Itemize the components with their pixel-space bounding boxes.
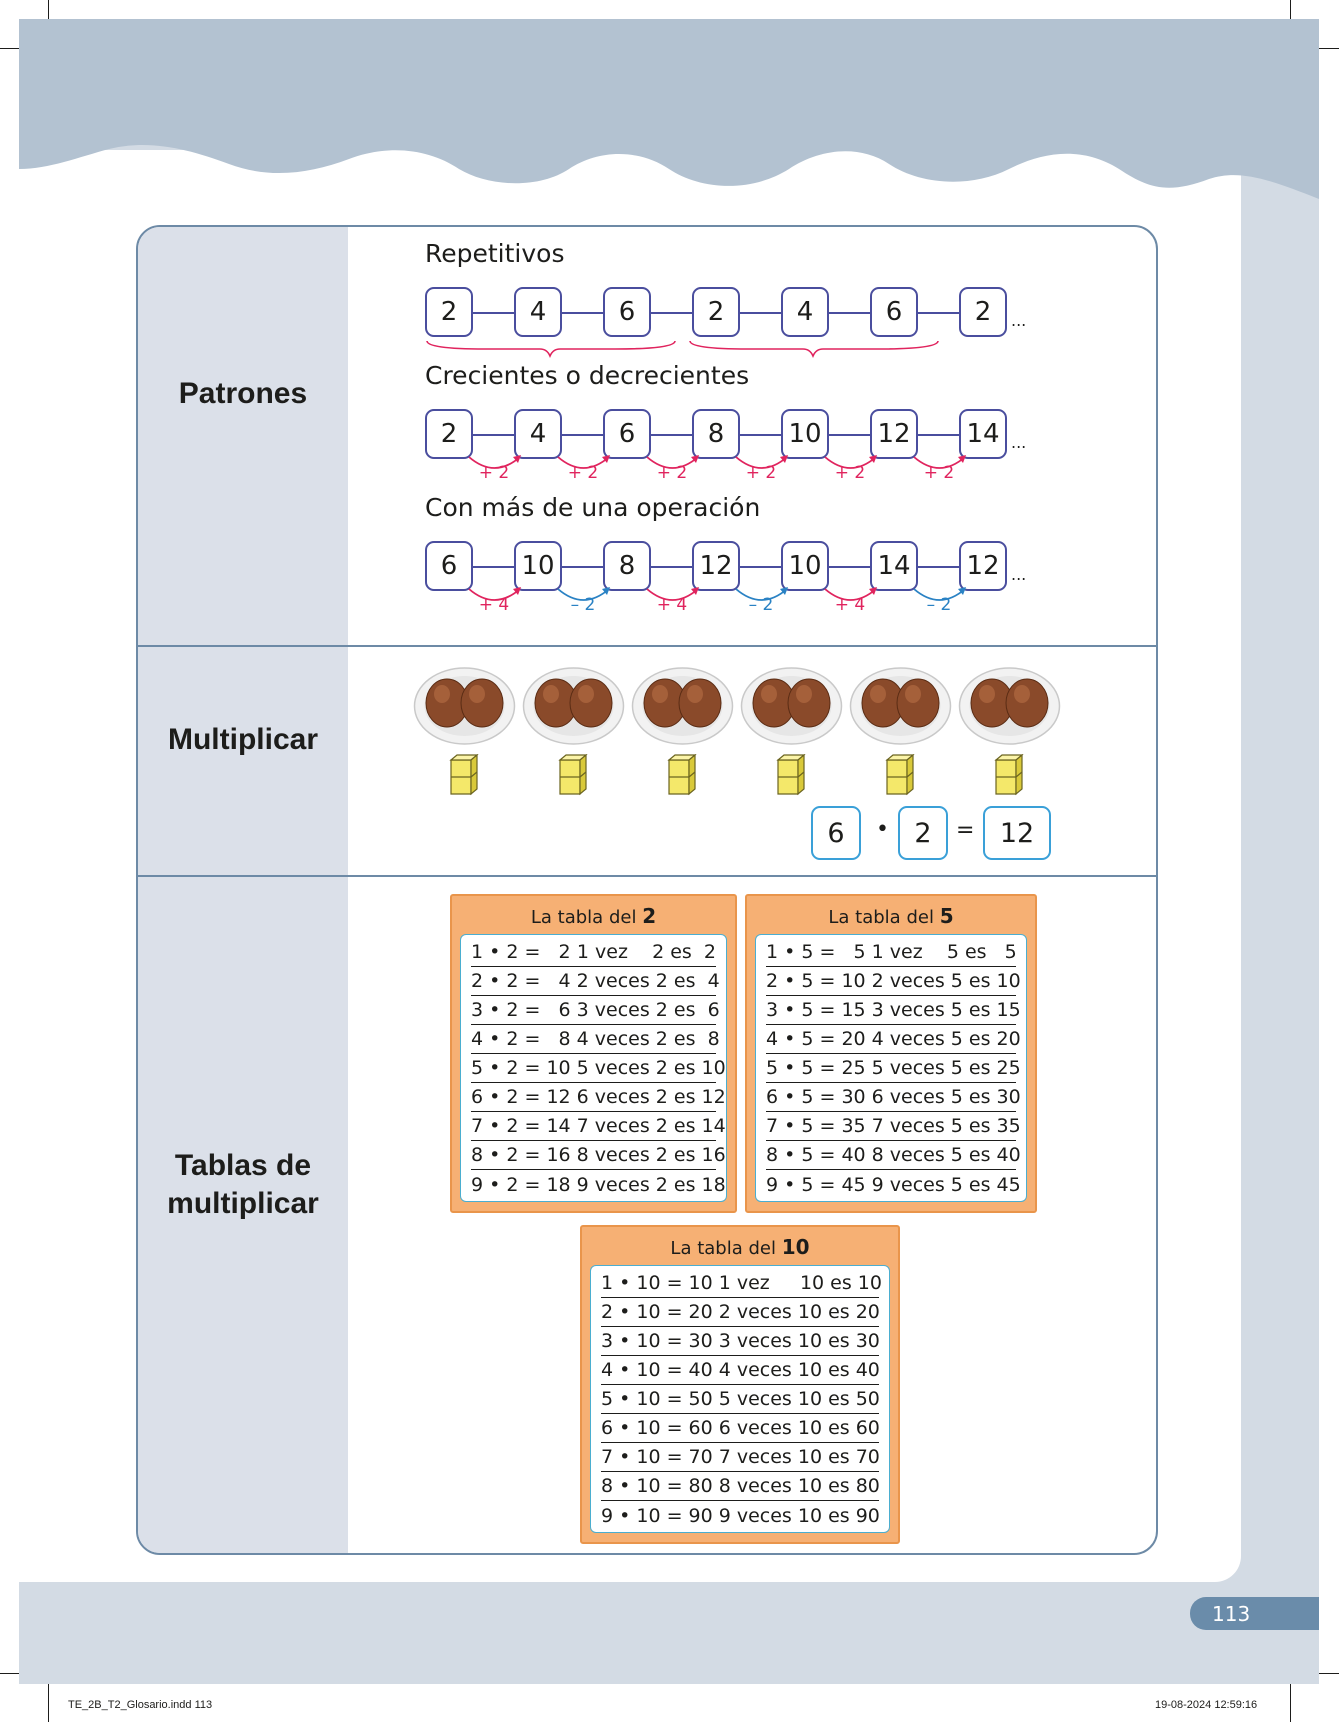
- row-divider: [138, 645, 1156, 647]
- table-row: [471, 1083, 726, 1112]
- row-words: 4 veces 2 es 8: [576, 1028, 720, 1050]
- step-label: + 4: [656, 595, 688, 615]
- row-equation: 8 • 2 = 16: [471, 1144, 571, 1166]
- kiwi-icon: [570, 679, 612, 727]
- term-multiplicar: Multiplicar: [167, 723, 318, 756]
- row-words: 5 veces 10 es 50: [718, 1388, 880, 1410]
- row-equation: 7 • 5 = 35: [766, 1115, 866, 1137]
- row-equation: 6 • 2 = 12: [471, 1086, 571, 1108]
- counting-cubes-icon: [449, 754, 479, 796]
- connector-line: [829, 566, 870, 568]
- step-label: + 4: [834, 595, 866, 615]
- connector-line: [829, 312, 870, 314]
- row-equation: 4 • 2 = 8: [471, 1028, 571, 1050]
- number-box: 12: [692, 541, 740, 591]
- row-equation: 5 • 2 = 10: [471, 1057, 571, 1079]
- row-equation: 2 • 10 = 20: [601, 1301, 713, 1323]
- number-box: 10: [781, 541, 829, 591]
- equation-equals: =: [956, 818, 975, 843]
- row-words: 2 veces 10 es 20: [718, 1301, 880, 1323]
- table-row: [601, 1356, 879, 1385]
- slug-timestamp: 19-08-2024 12:59:16: [1155, 1699, 1258, 1711]
- connector-line: [918, 566, 959, 568]
- sequence-mas-operacion: [425, 541, 1065, 615]
- row-words: 1 vez 5 es 5: [871, 941, 1017, 963]
- terms-column: [138, 227, 348, 1553]
- row-words: 6 veces 2 es 12: [576, 1086, 726, 1108]
- connector-line: [562, 434, 603, 436]
- step-label: – 2: [570, 595, 596, 615]
- table-row: [766, 938, 1016, 967]
- equation-factor-b: 2: [898, 806, 948, 860]
- crop-mark: [1319, 48, 1339, 49]
- connector-line: [918, 434, 959, 436]
- number-box: 12: [870, 409, 918, 459]
- row-words: 9 veces 5 es 45: [871, 1173, 1021, 1196]
- step-label: + 2: [478, 463, 510, 483]
- crop-mark: [48, 1684, 49, 1722]
- braces: [425, 339, 1065, 361]
- counting-cubes-icon: [885, 754, 915, 796]
- row-words: 7 veces 5 es 35: [871, 1115, 1021, 1137]
- subtitle-mas-operacion: Con más de una operación: [425, 493, 761, 522]
- number-box: 6: [603, 287, 651, 337]
- connector-line: [473, 312, 514, 314]
- table-body: [460, 934, 727, 1202]
- step-label: – 2: [748, 595, 774, 615]
- counting-cubes-icon: [776, 754, 806, 796]
- row-equation: 9 • 5 = 45: [766, 1173, 866, 1196]
- subtitle-crecientes: Crecientes o decrecientes: [425, 361, 750, 390]
- row-equation: 8 • 5 = 40: [766, 1144, 866, 1166]
- row-equation: 7 • 10 = 70: [601, 1446, 713, 1468]
- number-box: 6: [425, 541, 473, 591]
- row-words: 7 veces 2 es 14: [576, 1115, 726, 1137]
- table-row: [601, 1501, 879, 1530]
- row-words: 3 veces 10 es 30: [718, 1330, 880, 1352]
- crop-mark: [1319, 1673, 1339, 1674]
- table-body: [755, 934, 1027, 1202]
- ellipsis: ...: [1011, 565, 1027, 584]
- row-equation: 9 • 2 = 18: [471, 1173, 571, 1196]
- number-box: 10: [514, 541, 562, 591]
- counting-cubes-icon: [667, 754, 697, 796]
- table-title-number: 2: [642, 904, 657, 928]
- row-words: 4 veces 5 es 20: [871, 1028, 1021, 1050]
- table-title-prefix: La tabla del: [828, 907, 934, 928]
- connector-line: [562, 566, 603, 568]
- kiwi-icon: [897, 679, 939, 727]
- row-words: 6 veces 5 es 30: [871, 1086, 1021, 1108]
- row-words: 5 veces 5 es 25: [871, 1057, 1021, 1079]
- table-row: [601, 1327, 879, 1356]
- table-title-prefix: La tabla del: [670, 1238, 776, 1259]
- kiwi-icon: [1006, 679, 1048, 727]
- row-words: 1 vez 2 es 2: [576, 941, 716, 963]
- table-card-10: [580, 1225, 900, 1544]
- table-body: [590, 1265, 890, 1533]
- number-box: 14: [870, 541, 918, 591]
- row-words: 2 veces 2 es 4: [576, 970, 720, 992]
- counting-cubes-icon: [558, 754, 588, 796]
- header-wave: [19, 19, 1319, 219]
- slug-filename: TE_2B_T2_Glosario.indd 113: [68, 1699, 213, 1711]
- row-words: 8 veces 2 es 16: [576, 1144, 726, 1166]
- connector-line: [473, 434, 514, 436]
- row-equation: 1 • 5 = 5: [766, 941, 866, 963]
- row-equation: 4 • 5 = 20: [766, 1028, 866, 1050]
- connector-line: [473, 566, 514, 568]
- connector-line: [918, 312, 959, 314]
- table-row: [471, 938, 716, 967]
- kiwi-plate: [958, 662, 1061, 746]
- equation-factor-a: 6: [811, 806, 861, 860]
- connector-line: [740, 566, 781, 568]
- number-box: 6: [870, 287, 918, 337]
- equation-times: •: [876, 817, 889, 842]
- step-label: + 2: [834, 463, 866, 483]
- row-words: 5 veces 2 es 10: [576, 1057, 726, 1079]
- row-words: 9 veces 2 es 18: [576, 1173, 726, 1196]
- row-equation: 1 • 10 = 10: [601, 1272, 713, 1294]
- row-equation: 6 • 5 = 30: [766, 1086, 866, 1108]
- step-label: + 2: [923, 463, 955, 483]
- row-equation: 6 • 10 = 60: [601, 1417, 713, 1439]
- connector-line: [651, 434, 692, 436]
- kiwi-plate: [631, 662, 734, 746]
- row-words: 3 veces 2 es 6: [576, 999, 720, 1021]
- table-row: [471, 1025, 720, 1054]
- equation-result: 12: [983, 806, 1051, 860]
- number-box: 8: [603, 541, 651, 591]
- step-label: + 2: [656, 463, 688, 483]
- kiwi-plate: [413, 662, 516, 746]
- number-box: 2: [692, 287, 740, 337]
- table-row: [766, 1141, 1021, 1170]
- table-row: [471, 1054, 726, 1083]
- row-words: 8 veces 5 es 40: [871, 1144, 1021, 1166]
- number-box: 2: [959, 287, 1007, 337]
- row-equation: 3 • 2 = 6: [471, 999, 571, 1021]
- connector-line: [651, 566, 692, 568]
- table-row: [766, 1112, 1021, 1141]
- step-label: + 2: [567, 463, 599, 483]
- table-row: [766, 967, 1021, 996]
- row-equation: 2 • 2 = 4: [471, 970, 571, 992]
- row-equation: 9 • 10 = 90: [601, 1504, 713, 1527]
- term-tablas-line1: Tablas de: [174, 1149, 312, 1182]
- table-title-number: 10: [781, 1235, 810, 1259]
- step-label: – 2: [926, 595, 952, 615]
- row-words: 2 veces 5 es 10: [871, 970, 1021, 992]
- row-equation: 8 • 10 = 80: [601, 1475, 713, 1497]
- table-title: [582, 1235, 898, 1259]
- number-box: 8: [692, 409, 740, 459]
- table-row: [601, 1414, 879, 1443]
- table-title: [452, 904, 735, 928]
- table-row: [471, 1141, 726, 1170]
- connector-line: [651, 312, 692, 314]
- table-title-prefix: La tabla del: [530, 907, 637, 928]
- kiwi-plate: [522, 662, 625, 746]
- number-box: 4: [514, 287, 562, 337]
- table-row: [766, 1054, 1021, 1083]
- table-row: [601, 1443, 879, 1472]
- counting-cubes-icon: [994, 754, 1024, 796]
- kiwi-icon: [679, 679, 721, 727]
- row-equation: 3 • 10 = 30: [601, 1330, 713, 1352]
- number-box: 12: [959, 541, 1007, 591]
- row-words: 9 veces 10 es 90: [718, 1504, 880, 1527]
- table-row: [766, 996, 1021, 1025]
- table-row: [601, 1298, 879, 1327]
- crop-mark: [0, 48, 19, 49]
- kiwi-icon: [788, 679, 830, 727]
- row-words: 4 veces 10 es 40: [718, 1359, 880, 1381]
- term-patrones: Patrones: [178, 377, 308, 410]
- kiwi-icon: [461, 679, 503, 727]
- crop-mark: [48, 0, 49, 19]
- table-card-2: [450, 894, 737, 1213]
- connector-line: [829, 434, 870, 436]
- number-box: 10: [781, 409, 829, 459]
- ellipsis: ...: [1011, 433, 1027, 452]
- connector-line: [562, 312, 603, 314]
- row-equation: 3 • 5 = 15: [766, 999, 866, 1021]
- sequence-repetitivos: [425, 287, 1065, 339]
- row-equation: 7 • 2 = 14: [471, 1115, 571, 1137]
- row-words: 8 veces 10 es 80: [718, 1475, 880, 1497]
- step-label: + 2: [745, 463, 777, 483]
- glossary-frame: [136, 225, 1158, 1555]
- number-box: 2: [425, 409, 473, 459]
- number-box: 14: [959, 409, 1007, 459]
- number-box: 4: [514, 409, 562, 459]
- row-equation: 5 • 10 = 50: [601, 1388, 713, 1410]
- row-equation: 5 • 5 = 25: [766, 1057, 866, 1079]
- sequence-crecientes: [425, 409, 1065, 483]
- page-number: 113: [1190, 1597, 1319, 1630]
- table-row: [601, 1269, 882, 1298]
- table-title: [747, 904, 1035, 928]
- ellipsis: ...: [1011, 311, 1027, 330]
- row-words: 6 veces 10 es 60: [718, 1417, 880, 1439]
- term-tablas-line2: multiplicar: [167, 1187, 319, 1220]
- table-row: [601, 1472, 879, 1501]
- step-label: + 4: [478, 595, 510, 615]
- table-row: [471, 1170, 726, 1199]
- table-row: [601, 1385, 879, 1414]
- crop-mark: [0, 1673, 19, 1674]
- table-row: [471, 967, 720, 996]
- table-row: [766, 1025, 1021, 1054]
- table-row: [471, 1112, 726, 1141]
- row-equation: 1 • 2 = 2: [471, 941, 571, 963]
- table-row: [766, 1083, 1021, 1112]
- number-box: 4: [781, 287, 829, 337]
- table-card-5: [745, 894, 1037, 1213]
- number-box: 2: [425, 287, 473, 337]
- crop-mark: [1290, 1684, 1291, 1722]
- row-words: 7 veces 10 es 70: [718, 1446, 880, 1468]
- table-title-number: 5: [939, 904, 954, 928]
- row-words: 1 vez 10 es 10: [718, 1272, 882, 1294]
- row-equation: 2 • 5 = 10: [766, 970, 866, 992]
- row-equation: 4 • 10 = 40: [601, 1359, 713, 1381]
- crop-mark: [1290, 0, 1291, 19]
- connector-line: [740, 434, 781, 436]
- table-row: [471, 996, 720, 1025]
- row-words: 3 veces 5 es 15: [871, 999, 1021, 1021]
- number-box: 6: [603, 409, 651, 459]
- connector-line: [740, 312, 781, 314]
- kiwi-plate: [849, 662, 952, 746]
- subtitle-repetitivos: Repetitivos: [425, 239, 565, 268]
- table-row: [766, 1170, 1021, 1199]
- kiwi-plate: [740, 662, 843, 746]
- row-divider: [138, 875, 1156, 877]
